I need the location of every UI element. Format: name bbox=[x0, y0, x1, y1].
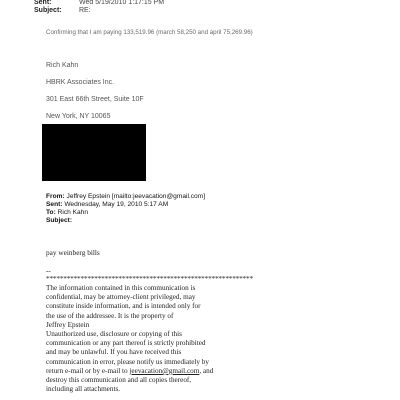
subject-row bbox=[34, 7, 91, 15]
disclaimer-line: destroy this communication and all copies thereof, bbox=[46, 376, 192, 385]
disclaimer-line: Unauthorized use, disclosure or copying of this bbox=[46, 330, 182, 339]
forward-sent-value: Wednesday, May 19, 2010 5:17 AM bbox=[64, 201, 169, 208]
forward-to-row bbox=[46, 209, 88, 217]
original-message-body: pay weinberg bills bbox=[46, 248, 100, 257]
confidentiality-disclaimer bbox=[46, 284, 296, 394]
sent-value: Wed 5/19/2010 1:17:15 PM bbox=[79, 0, 165, 6]
redaction-block bbox=[42, 124, 146, 181]
forward-from-value: Jeffrey Epstein [mailto:jeevacation@gmail.com] bbox=[66, 193, 206, 200]
disclaimer-text: return e-mail or by e-mail to bbox=[46, 366, 130, 375]
forward-sent-row bbox=[46, 201, 168, 209]
disclaimer-line: Jeffrey Epstein bbox=[46, 320, 90, 329]
signature-separator: -- bbox=[46, 266, 51, 275]
sent-row bbox=[34, 0, 164, 7]
disclaimer-line: constitute inside information, and is intended only for bbox=[46, 302, 201, 311]
forward-subject-row bbox=[46, 217, 72, 225]
asterisk-divider: ************************************************************ bbox=[46, 274, 253, 283]
forward-subject-label: Subject: bbox=[46, 217, 73, 224]
forward-from-row bbox=[46, 193, 205, 201]
forward-from-label: From: bbox=[46, 193, 65, 200]
sent-label: Sent: bbox=[34, 0, 52, 6]
signature-address-line1: 301 East 66th Street, Suite 10F bbox=[46, 96, 144, 103]
forward-to-value: Rich Kahn bbox=[57, 209, 89, 216]
subject-value: RE: bbox=[79, 7, 91, 14]
disclaimer-line: confidential, may be attorney-client privileged, may bbox=[46, 293, 196, 302]
email-link[interactable]: jeevacation@gmail.com bbox=[129, 366, 200, 375]
disclaimer-text: , and bbox=[199, 366, 214, 375]
disclaimer-line: the use of the addressee. It is the property of bbox=[46, 311, 174, 320]
signature-address-line2: New York, NY 10065 bbox=[46, 113, 111, 120]
forward-to-label: To: bbox=[46, 209, 56, 216]
disclaimer-line: communication or any part thereof is strictly prohibited bbox=[46, 339, 206, 348]
reply-body: Confirming that I am paying 133,519.96 (march 58,250 and april 75,269.96) bbox=[46, 29, 253, 36]
disclaimer-line: including all attachments. bbox=[46, 385, 121, 394]
disclaimer-line: and may be unlawful. If you have received this bbox=[46, 348, 182, 357]
subject-label: Subject: bbox=[34, 7, 62, 14]
disclaimer-line: communication in error, please notify us immediately by bbox=[46, 357, 209, 366]
disclaimer-line bbox=[46, 367, 296, 376]
disclaimer-line: The information contained in this communication is bbox=[46, 284, 196, 292]
signature-company: HBRK Associates Inc. bbox=[46, 79, 115, 86]
signature-name: Rich Kahn bbox=[46, 62, 79, 69]
forward-sent-label: Sent: bbox=[46, 201, 63, 208]
